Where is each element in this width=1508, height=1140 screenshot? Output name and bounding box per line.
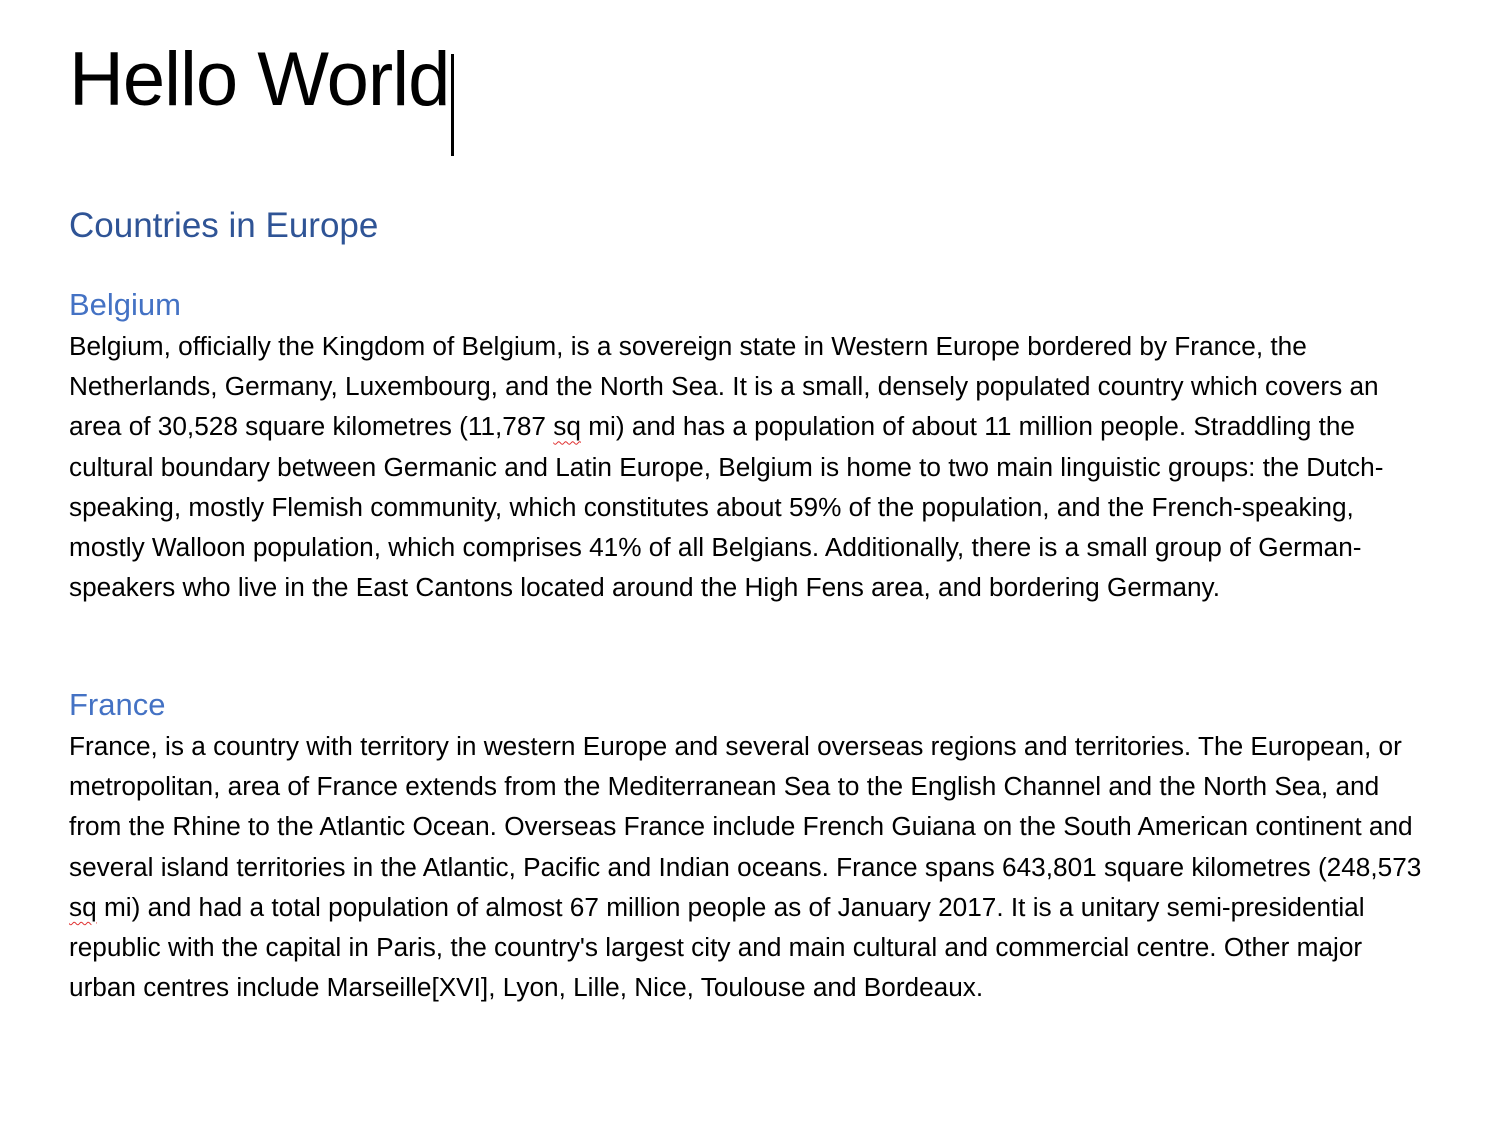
section-belgium [69, 284, 1429, 607]
main-heading: Countries in Europe [69, 206, 379, 245]
paragraph-text-before: Belgium, officially the Kingdom of Belgium, is a sovereign state in Western Europe bordered by France, the Netherlands, Germany, Luxembourg, and the North Sea. It is a small, densely populated country which covers an area of 30,528 square kilometres (11,787 [69, 331, 1379, 442]
section-heading-france: France [69, 687, 166, 722]
paragraph-text-before: France, is a country with territory in western Europe and several overseas regions and territories. The European, or metropolitan, area of France extends from the Mediterranean Sea to the English Channel and the North Sea, and from the Rhine to the Atlantic Ocean. Overseas France include French Guiana on the South American continent and several island territories in the Atlantic, Pacific and Indian oceans. France spans 643,801 square kilometres (248,573 [69, 731, 1422, 882]
spellcheck-flagged-word[interactable]: sq [553, 411, 581, 442]
paragraph-text-after: mi) and has a population of about 11 million people. Straddling the cultural boundary between Germanic and Latin Europe, Belgium is home to two main linguistic groups: the Dutch-speaking, mostly Flemish community, which constitutes about 59% of the population, and the French-speaking, mostly Walloon population, which comprises 41% of all Belgians. Additionally, there is a small group of German-speakers who live in the East Cantons located around the High Fens area, and bordering Germany. [69, 411, 1384, 603]
spellcheck-flagged-word[interactable]: sq [69, 891, 97, 922]
text-cursor [451, 54, 454, 156]
section-heading-belgium: Belgium [69, 287, 181, 322]
paragraph-text-after: mi) and had a total population of almost 67 million people as of January 2017. It is a unitary semi-presidential republic with the capital in Paris, the country's largest city and main cultural and commercial centre. Other major urban centres include Marseille[XVI], Lyon, Lille, Nice, Toulouse and Bordeaux. [69, 891, 1365, 1003]
document-title-text: Hello World [69, 37, 450, 122]
section-paragraph-belgium [69, 326, 1429, 607]
section-paragraph-france [69, 726, 1429, 1007]
section-france [69, 684, 1429, 1007]
document-title [69, 28, 454, 156]
